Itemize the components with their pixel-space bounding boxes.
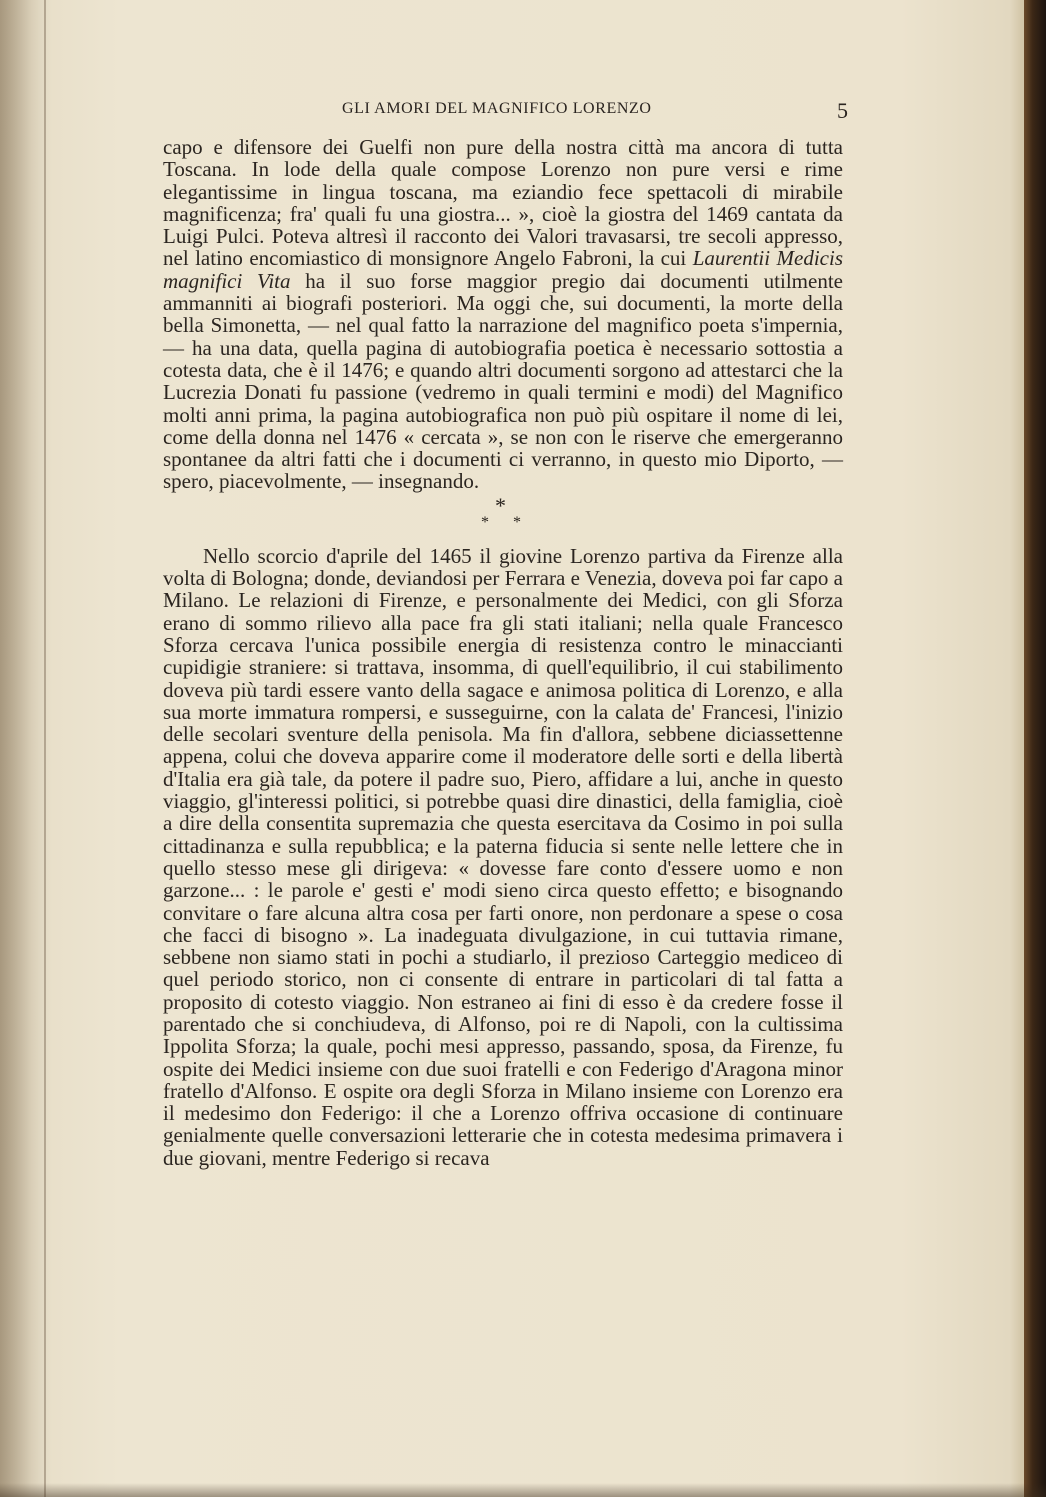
body-text — [163, 136, 843, 1169]
asterism-bottom-stars: * * — [481, 513, 531, 531]
bottom-edge-shadow — [0, 1483, 1046, 1497]
paragraph-2: Nello scorcio d'aprile del 1465 il giovine Lorenzo partiva da Firenze alla volta di Bologna; donde, deviandosi per Ferrara e Venezia, doveva poi far capo a Milano. Le relazioni di Firenze, e personalmente dei Medici, con gli Sforza erano di sommo rilievo alla pace fra gli stati italiani; nella quale Francesco Sforza cercava l'unica possibile energia di resistenza contro le minaccianti cupidigie straniere: si trattava, insomma, di quell'equilibrio, il cui stabilimento doveva più tardi essere vanto della sagace e animosa politica di Lorenzo, e alla sua morte immatura rompersi, e susseguirne, con la calata de' Francesi, l'inizio delle secolari sventure della penisola. Ma fin d'allora, sebbene diciassettenne appena, colui che doveva apparire come il moderatore delle sorti e della libertà d'Italia era già tale, da potere il padre suo, Piero, affidare a lui, anche in questo viaggio, gl'interessi politici, si potrebbe quasi dire dinastici, della famiglia, cioè a dire della consentita supremazia che questa esercitava da Cosimo in poi sulla cittadinanza e sulla repubblica; e la paterna fiducia si sente nelle lettere che in quello stesso mese gli dirigeva: « dovesse fare conto d'essere uomo e non garzone... : le parole e' gesti e' modi sieno circa questo effetto; e bisognando convitare o fare alcuna altra cosa per farti onore, non perdonare a spese o cosa che facci di bisogno ». La inadeguata divulgazione, in cui tuttavia rimane, sebbene non siamo stati in pochi a studiarlo, il prezioso Carteggio mediceo di quel periodo storico, non ci consente di entrare in particolari di tal fatta a proposito di cotesto viaggio. Non estraneo ai fini di esso è da credere fosse il parentado che si conchiudeva, di Alfonso, poi re di Napoli, con la cultissima Ippolita Sforza; la quale, pochi mesi appresso, passando, sposa, da Firenze, fu ospite dei Medici insieme con due suoi fratelli e con Federigo d'Aragona minor fratello d'Alfonso. E ospite ora degli Sforza in Milano insieme con Lorenzo era il medesimo don Federigo: il che a Lorenzo offriva occasione di continuare genialmente quelle conversazioni letterarie che in cotesta medesima primavera i due giovani, mentre Federigo si recava — [163, 543, 843, 1170]
page-edge-shadow — [1024, 0, 1046, 1497]
running-title: GLI AMORI DEL MAGNIFICO LORENZO — [342, 100, 652, 117]
italic-book-title: Laurentii Medicis magnifici Vita — [163, 246, 844, 293]
paragraph-1-text-a: capo e difensore dei Guelfi non pure della nostra città ma ancora di tutta Toscana. In lode della quale compose Lorenzo non pure versi e rime elegantissime in lingua toscana, ma eziandio fece spettacoli di mirabile magnificenza; fra' quali fu una giostra... », cioè la giostra del 1469 cantata da Luigi Pulci. Poteva altresì il racconto dei Valori travasarsi, tre secoli appresso, nel latino encomiastico di monsignore Angelo Fabroni, la cui — [163, 135, 843, 271]
paragraph-continuation — [163, 136, 843, 493]
running-header — [160, 96, 850, 126]
paragraph-1-text-b: ha il suo forse maggior pregio dai documenti utilmente ammanniti ai biografi posteriori. Ma oggi che, sui documenti, la morte della bella Simonetta, — nel qual fatto la narrazione del magnifico poeta s'impernia, — ha una data, quella pagina di autobiografia poetica è necessario sottostia a cotesta data, che è il 1476; e quando altri documenti sorgono ad attestarci che la Lucrezia Donati fu passione (vedremo in quali termini e modi) del Magnifico molti anni prima, la pagina autobiografica non può più ospitare il nome di lei, come della donna nel 1476 « cercata », se non con le riserve che emergeranno spontanee da altri fatti che i documenti ci verranno, in questo mio Diporto, — spero, piacevolmente, — insegnando. — [163, 268, 843, 494]
asterism-top-star: * — [495, 492, 506, 518]
page-number: 5 — [837, 98, 848, 123]
section-break-asterism — [163, 493, 843, 545]
binding-fold-line — [44, 0, 46, 1497]
